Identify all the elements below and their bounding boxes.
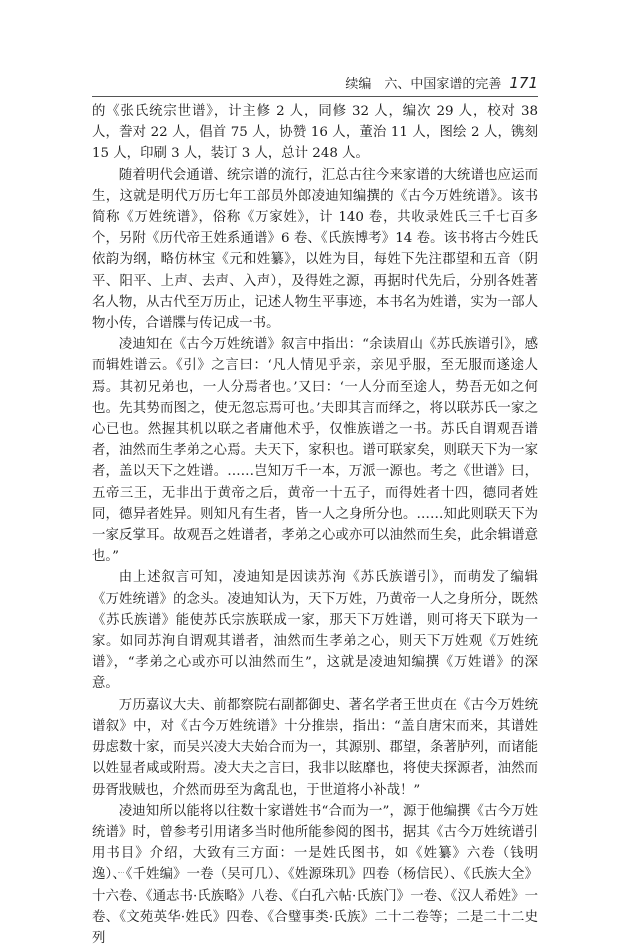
paragraph-3: 凌迪知在《古今万姓统谱》叙言中指出：“余读眉山《苏氏族谱引》，感而辑姓谱云。《引》之言曰：‘凡人情见乎亲，亲见乎服，至无服而遂途人焉。其初兄弟也，一人分焉者也。’又曰：‘一人分而至途人，势吾无如之何也。先其势而图之，使无忽忘焉可也。’夫即其言而绎之，将以联苏氏一家之心已也。然握其机以联之者庸他术乎，仅惟族谱之一书。苏氏自谓观吾谱者，油然而生孝弟之心焉。夫天下，家积也。谱可联家矣，则联天下为一家者，盖以天下之姓谱。……岂知万千一本，万派一源也。考之《世谱》曰，五帝三王，无非出于黄帝之后，黄帝一十五子，而得姓者十四，德同者姓同，德异者姓异。则知凡有生者，皆一人之身所分也。……知此则联天下为一家反掌耳。故观吾之姓谱者，孝弟之心或亦可以油然而生矣，此余辑谱意也。” [92,337,538,565]
paragraph-6: 凌迪知所以能将以往数十家谱姓书“合而为一”，源于他编撰《古今万姓统谱》时，曾参考引用诸多当时他所能参阅的图书，据其《古今万姓统谱引用书目》介绍，大致有三方面：一是姓氏图书，如《姓纂》六卷（钱明逸）、《千姓编》一卷（吴可几）、《姓源珠玑》四卷（杨信民）、《氏族大全》十六卷、《通志书·氏族略》八卷、《白孔六帖·氏族门》一卷、《汉人希姓》一卷、《文苑英华·姓氏》四卷、《合璧事类·氏族》二十二卷等；二是二十二史列 [92,803,538,946]
paragraph-5: 万历嘉议大夫、前都察院右副都御史、著名学者王世贞在《古今万姓统谱叙》中，对《古今万姓统谱》十分推崇，指出：“盖自唐宋而来，其谱姓毋虑数十家，而吴兴凌大夫始合而为一，其源别、郡望，条著胪列，而诸能以姓显者咸或附焉。凌大夫之言曰，我非以眩靡也，将使夫探源者，油然而毋胥戕贼也，介然而毋至为禽乱也，于世道将小补哉！” [92,697,538,798]
header-section-title: 续编 六、中国家谱的完善 [345,77,502,92]
paragraph-2: 随着明代会通谱、统宗谱的流行，汇总古往今来家谱的大统谱也应运而生，这就是明代万历七年工部员外郎凌迪知编撰的《古今万姓统谱》。该书简称《万姓统谱》，俗称《万家姓》，计 140 卷，共收录姓氏三千七百多个，另附《历代帝王姓系通谱》6 卷、《氏族博考》14 卷。该书将古今姓氏依韵为纲，略仿林宝《元和姓纂》，以姓为目，每姓下先注郡望和五音（阴平、阳平、上声、去声、入声），及得姓之源，再据时代先后，分别各姓著名人物，从古代至万历止，记述人物生平事迹，本书名为姓谱，实为一部人物小传，合谱牒与传记成一书。 [92,167,538,332]
footer-mark [118,866,124,873]
page-body [92,101,538,949]
page-number: 171 [509,74,538,92]
header-rule [92,96,538,97]
paragraph-1: 的《张氏统宗世谱》，计主修 2 人，同修 32 人，编次 29 人，校对 38 人，誊对 22 人，倡首 75 人，协赞 16 人，董治 11 人，图绘 2 人，镌刻 15 人，印刷 3 人，装订 3 人，总计 248 人。 [92,104,538,162]
running-header [100,72,538,94]
paragraph-4: 由上述叙言可知，凌迪知是因读苏洵《苏氏族谱引》，而萌发了编辑《万姓统谱》的念头。凌迪知认为，天下万姓，乃黄帝一人之身所分，既然《苏氏族谱》能使苏氏宗族联成一家，那天下万姓谱，则可将天下联为一家。如同苏洵自谓观其谱者，油然而生孝弟之心，则天下万姓观《万姓统谱》，“孝弟之心或亦可以油然而生”，这就是凌迪知编撰《万姓谱》的深意。 [92,570,538,692]
